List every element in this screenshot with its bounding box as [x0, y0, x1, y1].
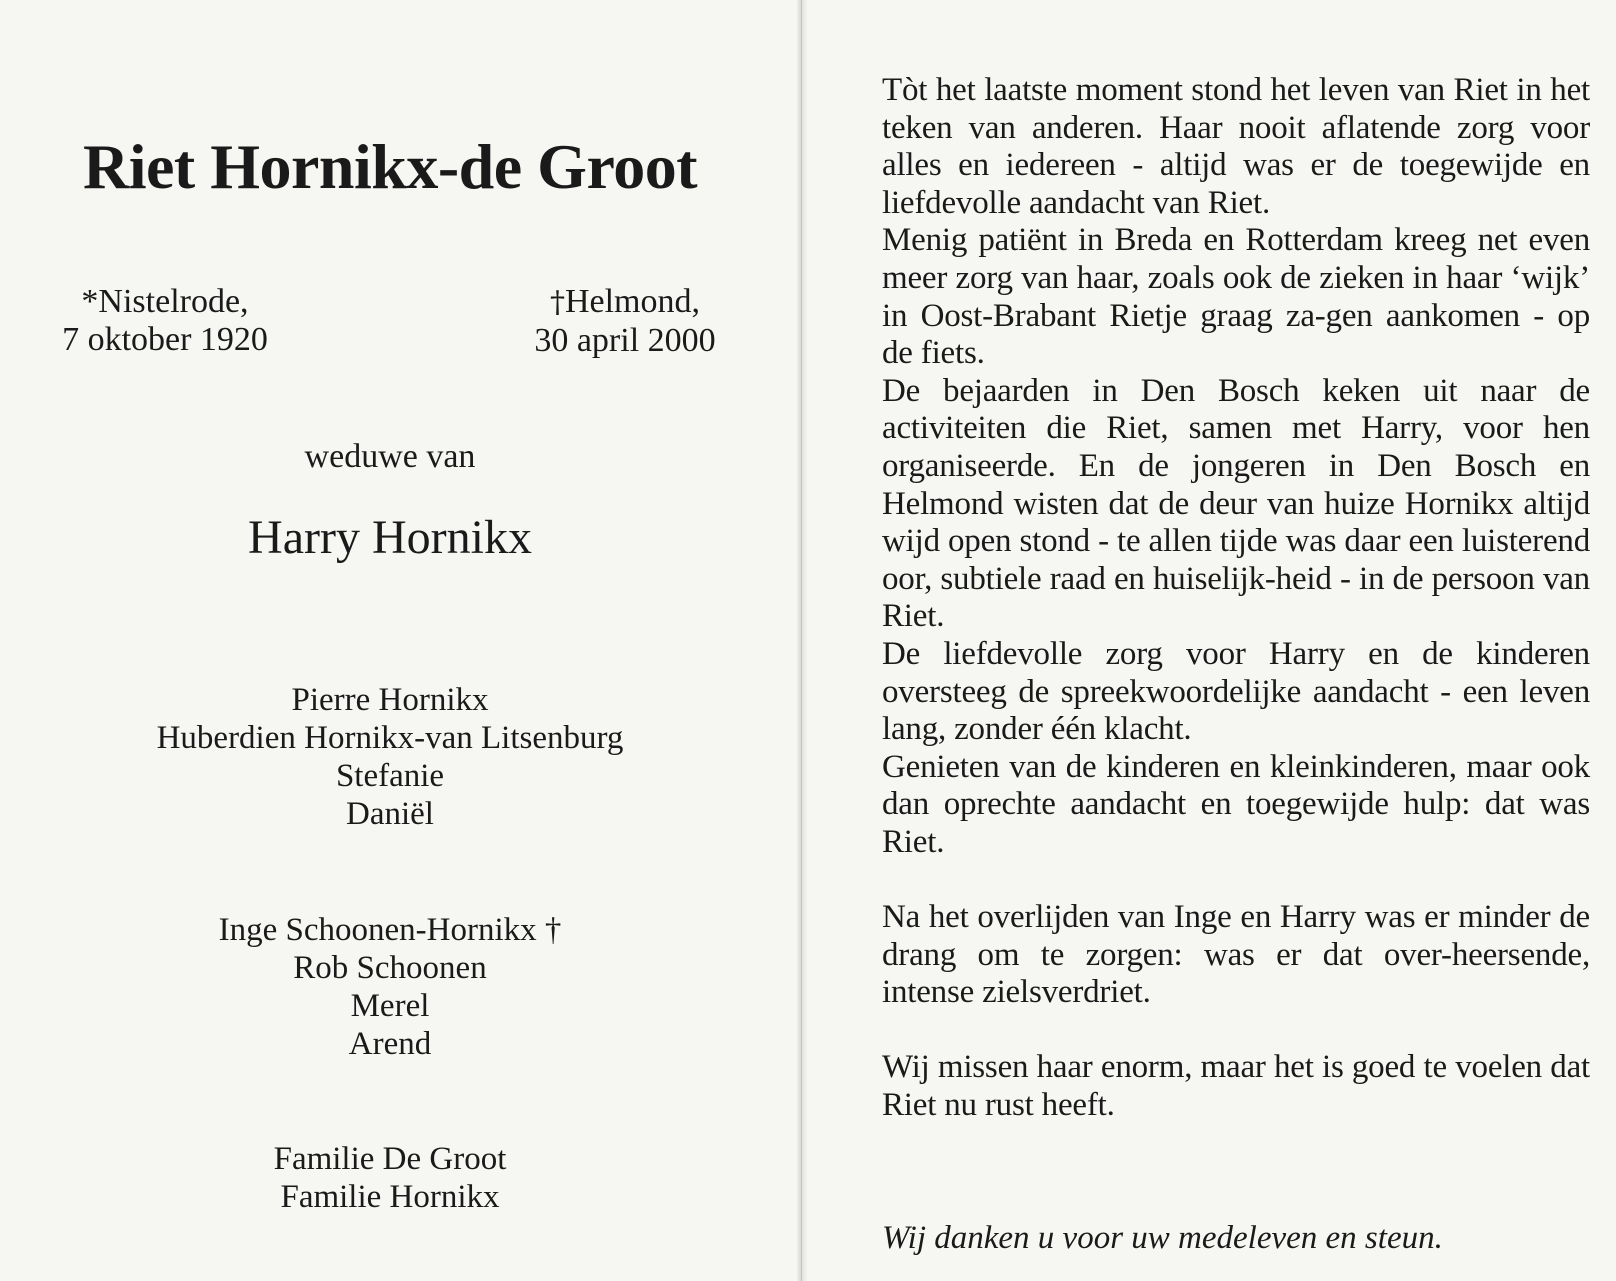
thanks-note: Wij danken u voor uw medeleven en steun. — [882, 1220, 1443, 1256]
death-date: 30 april 2000 — [534, 322, 716, 359]
family-group — [0, 1140, 780, 1216]
memorial-paragraph: De bejaarden in Den Bosch keken uit naar de activiteiten die Riet, samen met Harry, voor hen organiseerde. En de jongeren in Den Bosch en Helmond wisten dat de deur van huize Hornikx altijd wijd open stond - te allen tijde was daar een luisterend oor, subtiele raad en huiselijk-heid - in de persoon van Riet. — [882, 372, 1590, 635]
death-info — [510, 283, 740, 360]
family-member: Merel — [350, 988, 430, 1024]
memorial-paragraph: Wij missen haar enorm, maar het is goed te voelen dat Riet nu rust heeft. — [882, 1049, 1590, 1124]
left-panel — [0, 0, 790, 1281]
birth-place: *Nistelrode, — [81, 283, 249, 320]
family-member: Familie De Groot — [273, 1141, 507, 1177]
cross-icon: † — [549, 285, 565, 320]
death-place: Helmond, — [564, 283, 701, 320]
family-group — [0, 681, 780, 833]
card-fold-line — [801, 0, 802, 1281]
family-member: Familie Hornikx — [280, 1179, 500, 1215]
memorial-paragraph: Na het overlijden van Inge en Harry was er minder de drang om te zorgen: was er dat over-heersende, intense zielsverdriet. — [882, 899, 1590, 1011]
death-place-line — [510, 283, 740, 322]
deceased-name: Riet Hornikx-de Groot — [82, 131, 698, 202]
memorial-paragraph: Genieten van de kinderen en kleinkinderen, maar ook dan oprechte aandacht en toegewijde hulp: dat was Riet. — [882, 748, 1590, 860]
family-member: Arend — [348, 1026, 432, 1062]
memorial-paragraph: Menig patiënt in Breda en Rotterdam kreeg net even meer zorg van haar, zoals ook de zieken in haar ‘wijk’ in Oost-Brabant Rietje graag za-gen aankomen - op de fiets. — [882, 222, 1590, 372]
family-member: Pierre Hornikx — [291, 682, 489, 718]
family-member: Rob Schoonen — [293, 950, 487, 986]
family-member: Daniël — [346, 796, 434, 832]
memorial-paragraph: Tòt het laatste moment stond het leven van Riet in het teken van anderen. Haar nooit aflatende zorg voor alles en iedereen - altijd was er de toegewijde en liefdevolle aandacht van Riet. — [882, 72, 1590, 221]
card-fold — [797, 0, 807, 1281]
husband-name: Harry Hornikx — [248, 511, 532, 564]
family-member: Huberdien Hornikx-van Litsenburg — [156, 720, 624, 756]
family-member: Stefanie — [335, 758, 445, 794]
birth-date: 7 oktober 1920 — [62, 321, 268, 358]
birth-info — [40, 283, 290, 359]
memorial-paragraph: De liefdevolle zorg voor Harry en de kinderen oversteeg de spreekwoordelijke aandacht - een leven lang, zonder één klacht. — [882, 635, 1590, 748]
family-group — [0, 911, 780, 1063]
right-panel — [882, 72, 1590, 1256]
family-member: Inge Schoonen-Hornikx † — [218, 912, 562, 948]
widow-label: weduwe van — [304, 438, 476, 475]
